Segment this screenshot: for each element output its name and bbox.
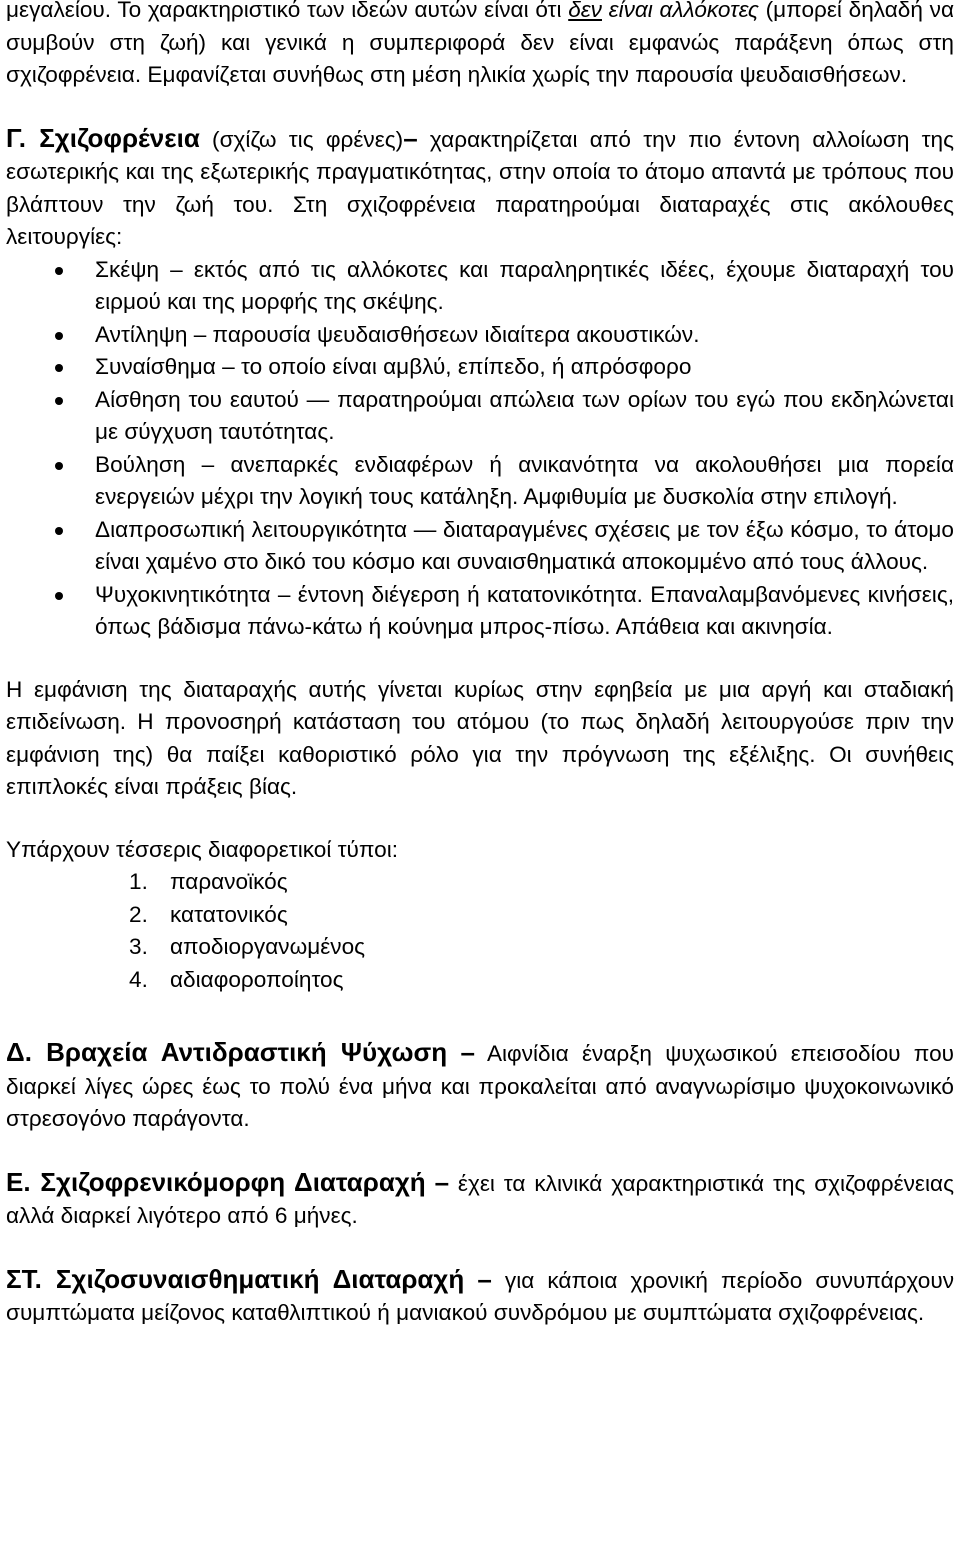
section-st-paragraph bbox=[6, 1263, 954, 1330]
list-item bbox=[6, 254, 954, 319]
list-item-text: Συναίσθημα – το οποίο είναι αμβλύ, επίπεδο, ή απρόσφορο bbox=[95, 354, 692, 379]
types-list bbox=[6, 866, 954, 996]
bullet-icon bbox=[55, 592, 63, 600]
list-item bbox=[6, 899, 954, 932]
section-e-paragraph bbox=[6, 1166, 954, 1233]
section-g-paragraph bbox=[6, 122, 954, 254]
section-g-heading: Γ. Σχιζοφρένεια bbox=[6, 122, 200, 153]
section-st-text: για κάποια χρονική περίοδο συνυπάρχουν συμπτώματα μείζονος καταθλιπτικού ή μανιακού συνδρόμου με συμπτώματα σχιζοφρένειας. bbox=[6, 1267, 954, 1325]
list-number: 3. bbox=[129, 934, 148, 959]
list-item bbox=[6, 514, 954, 579]
section-e-heading: Ε. Σχιζοφρενικόμορφη Διαταραχή bbox=[6, 1166, 426, 1197]
list-item bbox=[6, 449, 954, 514]
section-st-dash: – bbox=[477, 1263, 492, 1294]
list-item-text: αδιαφοροποίητος bbox=[170, 966, 344, 992]
bullet-icon bbox=[55, 364, 63, 372]
list-item-text: Αντίληψη – παρουσία ψευδαισθήσεων ιδιαίτερα ακουστικών. bbox=[95, 321, 700, 347]
list-item-text: Διαπροσωπική λειτουργικότητα — διαταραγμένες σχέσεις με τον έξω κόσμο, το άτομο είναι χαμένο στο δικό του κόσμο και συναισθηματικά αποκομμένο από τους άλλους. bbox=[95, 516, 954, 574]
list-item bbox=[6, 579, 954, 644]
types-intro: Υπάρχουν τέσσερις διαφορετικοί τύποι: bbox=[6, 836, 399, 862]
section-g-text: χαρακτηρίζεται από την πιο έντονη αλλοίωση της εσωτερικής και της εξωτερικής πραγματικότητας, στην οποία το άτομο απαντά με τρόπους που βλάπτουν την ζωή του. Στη σχιζοφρένεια παρατηρούμαι διαταραχές στις ακόλουθες λειτουργίες: bbox=[6, 126, 955, 249]
list-number: 1. bbox=[129, 869, 148, 894]
list-number: 2. bbox=[129, 901, 148, 927]
section-d-text: Αιφνίδια έναρξη ψυχωσικού επεισοδίου που διαρκεί λίγες ώρες έως το πολύ ένα μήνα και προκαλείται από αναγνωρίσιμο ψυχοκοινωνικό στρεσογόνο παράγοντα. bbox=[6, 1041, 955, 1131]
intro-text-1: μεγαλείου. Το χαρακτηριστικό των ιδεών αυτών είναι ότι bbox=[6, 0, 569, 22]
intro-italic-text: είναι αλλόκοτες bbox=[601, 0, 759, 22]
section-d-paragraph bbox=[6, 1036, 954, 1136]
list-item bbox=[6, 866, 954, 899]
list-item-text: Αίσθηση του εαυτού — παρατηρούμαι απώλεια των ορίων του εγώ που εκδηλώνεται με σύγχυση ταυτότητας. bbox=[95, 386, 954, 444]
onset-paragraph: Η εμφάνιση της διαταραχής αυτής γίνεται κυρίως στην εφηβεία με μια αργή και σταδιακή επιδείνωση. Η προνοσηρή κατάσταση του ατόμου (το πως δηλαδή λειτουργούσε πριν την εμφάνιση της) θα παίξει καθοριστικό ρόλο για την πρόγνωση της εξέλιξης. Οι συνήθεις επιπλοκές είναι πράξεις βίας. bbox=[6, 676, 954, 799]
list-item-text: Βούληση – ανεπαρκές ενδιαφέρων ή ανικανότητα να ακολουθήσει μια πορεία ενεργειών μέχρι την λογική τους κατάληξη. Αμφιθυμία με δυσκολία στην επιλογή. bbox=[95, 451, 954, 509]
list-item-text: Σκέψη – εκτός από τις αλλόκοτες και παραληρητικές ιδέες, έχουμε διαταραχή του ειρμού και της μορφής της σκέψης. bbox=[95, 256, 954, 314]
intro-underlined-word: δεν bbox=[568, 0, 602, 22]
list-item-text: κατατονικός bbox=[170, 901, 288, 927]
intro-paragraph bbox=[6, 0, 954, 92]
bullet-icon bbox=[55, 332, 63, 340]
list-item bbox=[6, 351, 954, 384]
list-item bbox=[6, 384, 954, 449]
bullet-icon bbox=[55, 527, 63, 535]
list-item-text: Ψυχοκινητικότητα – έντονη διέγερση ή κατατονικότητα. Επαναλαμβανόμενες κινήσεις, όπως βάδισμα πάνω-κάτω ή κούνημα μπρος-πίσω. Απάθεια και ακινησία. bbox=[95, 581, 954, 639]
bullet-icon bbox=[55, 397, 63, 405]
bullet-icon bbox=[55, 462, 63, 470]
list-item bbox=[6, 319, 954, 352]
symptom-list bbox=[6, 254, 954, 644]
section-g-dash: – bbox=[403, 122, 418, 153]
bullet-icon bbox=[55, 267, 63, 275]
list-item bbox=[6, 931, 954, 964]
list-item-text: αποδιοργανωμένος bbox=[170, 934, 366, 959]
section-e-dash: – bbox=[434, 1166, 450, 1197]
section-e-text: έχει τα κλινικά χαρακτηριστικά της σχιζοφρένειας αλλά διαρκεί λιγότερο από 6 μήνες. bbox=[6, 1170, 954, 1228]
section-d-heading: Δ. Βραχεία Αντιδραστική Ψύχωση bbox=[6, 1037, 448, 1067]
list-item bbox=[6, 964, 954, 997]
intro-text-2: (μπορεί δηλαδή να συμβούν στη ζωή) και γενικά η συμπεριφορά δεν είναι εμφανώς παράξενη όπως στη σχιζοφρένεια. Εμφανίζεται συνήθως στη μέση ηλικία χωρίς την παρουσία ψευδαισθήσεων. bbox=[6, 0, 955, 87]
list-number: 4. bbox=[129, 966, 148, 992]
section-d-dash: – bbox=[460, 1037, 475, 1067]
section-g-paren: (σχίζω τις φρένες) bbox=[199, 126, 404, 152]
section-st-heading: ΣΤ. Σχιζοσυναισθηματική Διαταραχή bbox=[6, 1263, 465, 1294]
list-item-text: παρανοϊκός bbox=[170, 869, 288, 894]
